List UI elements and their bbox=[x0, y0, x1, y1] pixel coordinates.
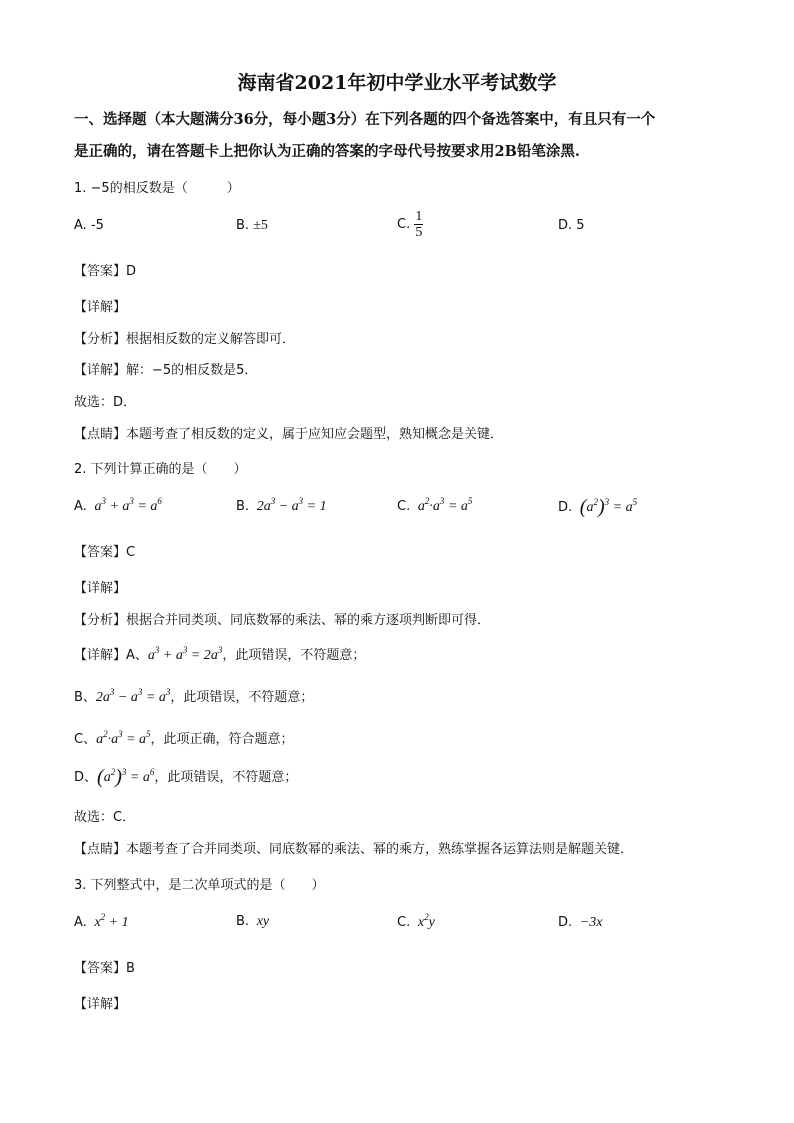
q3-option-b-label: B. bbox=[236, 914, 250, 929]
q2-detail-b-prefix: B、 bbox=[74, 690, 96, 705]
q1-option-c-denominator: 5 bbox=[415, 225, 423, 240]
q3-option-a-expr: $x^2 + 1$ bbox=[90, 912, 129, 930]
q2-option-d bbox=[558, 496, 637, 519]
q3-option-b bbox=[236, 914, 269, 930]
q3-stem: 3. 下列整式中，是二次单项式的是（ ） bbox=[74, 878, 325, 893]
q2-detail-a bbox=[74, 644, 365, 664]
q1-detail: 【详解】解：−5的相反数是5． bbox=[74, 363, 258, 378]
q2-detail-d-suffix: ，此项错误，不符题意； bbox=[154, 770, 298, 785]
q2-detail-c-suffix: ，此项正确，符合题意； bbox=[150, 732, 294, 747]
q1-comment: 【点睛】本题考查了相反数的定义，属于应知应会题型，熟知概念是关键． bbox=[74, 427, 504, 442]
q2-detail-b-expr: $2a^3 - a^3 = a^3$ bbox=[95, 687, 171, 705]
q2-stem: 2. 下列计算正确的是（ ） bbox=[74, 462, 247, 477]
q2-answer: 【答案】C bbox=[74, 545, 136, 560]
page-title: 海南省2021年初中学业水平考试数学 bbox=[237, 72, 557, 94]
q1-stem: 1. −5的相反数是（ ） bbox=[74, 181, 240, 196]
q3-option-b-expr: xy bbox=[253, 914, 270, 929]
q1-option-d-label: D. bbox=[558, 218, 573, 233]
q1-option-b bbox=[236, 218, 268, 234]
q2-detail-tag: 【详解】 bbox=[74, 581, 127, 596]
q2-detail-a-suffix: ，此项错误，不符题意； bbox=[222, 648, 366, 663]
q3-option-c-expr: $x^2y$ bbox=[414, 912, 435, 930]
q2-detail-d-expr: $(a^2)^3 = a^6$ bbox=[97, 766, 155, 788]
q2-detail-c bbox=[74, 728, 294, 748]
q2-option-a-label: A. bbox=[74, 499, 87, 514]
q2-detail-c-prefix: C、 bbox=[74, 732, 97, 747]
q1-option-c-label: C. bbox=[397, 217, 411, 232]
q1-option-c-numerator: 1 bbox=[415, 209, 423, 224]
q1-option-a-value: -5 bbox=[90, 218, 104, 233]
q2-option-c-label: C. bbox=[397, 499, 411, 514]
q2-detail-b-suffix: ，此项错误，不符题意； bbox=[170, 690, 314, 705]
q2-option-a-expr: $a^3 + a^3 = a^6$ bbox=[90, 496, 162, 514]
q2-detail-b bbox=[74, 686, 313, 706]
q2-detail-c-expr: $a^2\cdot a^3 = a^5$ bbox=[96, 729, 151, 747]
q3-option-c-label: C. bbox=[397, 915, 411, 930]
q3-option-c bbox=[397, 912, 435, 931]
q2-option-a bbox=[74, 496, 162, 515]
q2-choose: 故选：C． bbox=[74, 810, 136, 825]
q3-detail-tag: 【详解】 bbox=[74, 997, 127, 1012]
q2-option-d-expr: $(a^2)^3 = a^5$ bbox=[579, 496, 638, 518]
q1-option-c-fraction bbox=[414, 209, 423, 240]
q2-detail-a-expr: $a^3 + a^3 = 2a^3$ bbox=[147, 645, 223, 663]
q1-choose: 故选：D． bbox=[74, 395, 137, 410]
q3-option-d-label: D. bbox=[558, 915, 573, 930]
q2-detail-d bbox=[74, 766, 297, 789]
q2-option-d-label: D. bbox=[558, 500, 573, 515]
q1-analysis: 【分析】根据相反数的定义解答即可． bbox=[74, 332, 296, 347]
q1-option-a bbox=[74, 218, 104, 233]
q1-option-b-label: B. bbox=[236, 218, 250, 233]
q2-option-c bbox=[397, 496, 473, 515]
q1-option-b-value: ±5 bbox=[253, 218, 268, 233]
section-heading-line1: 一、选择题（本大题满分36分，每小题3分）在下列各题的四个备选答案中，有且只有一个 bbox=[74, 111, 656, 128]
q1-option-c bbox=[397, 209, 423, 240]
q2-option-b bbox=[236, 496, 327, 515]
q3-option-a-label: A. bbox=[74, 915, 87, 930]
q2-option-b-expr: $2a^3 - a^3 = 1$ bbox=[256, 496, 327, 514]
q3-option-d-expr: −3x bbox=[579, 915, 603, 930]
section-heading-line2: 是正确的，请在答题卡上把你认为正确的答案的字母代号按要求用2B铅笔涂黑. bbox=[74, 143, 580, 160]
q2-analysis: 【分析】根据合并同类项、同底数幂的乘法、幂的乘方逐项判断即可得． bbox=[74, 613, 491, 628]
q2-comment: 【点睛】本题考查了合并同类项、同底数幂的乘法、幂的乘方，熟练掌握各运算法则是解题关键． bbox=[74, 842, 634, 857]
q2-detail-d-prefix: D、 bbox=[74, 770, 98, 785]
q2-option-b-label: B. bbox=[236, 499, 250, 514]
q3-option-a bbox=[74, 912, 129, 931]
q1-option-a-label: A. bbox=[74, 218, 87, 233]
q3-answer: 【答案】B bbox=[74, 961, 135, 976]
q3-option-d bbox=[558, 915, 602, 931]
q1-option-d-value: 5 bbox=[576, 218, 585, 233]
q1-detail-tag: 【详解】 bbox=[74, 300, 127, 315]
q1-answer: 【答案】D bbox=[74, 264, 137, 279]
q2-detail-a-prefix: 【详解】A、 bbox=[74, 648, 148, 663]
q1-option-d bbox=[558, 218, 585, 233]
q2-option-c-expr: $a^2\cdot a^3 = a^5$ bbox=[414, 496, 473, 514]
